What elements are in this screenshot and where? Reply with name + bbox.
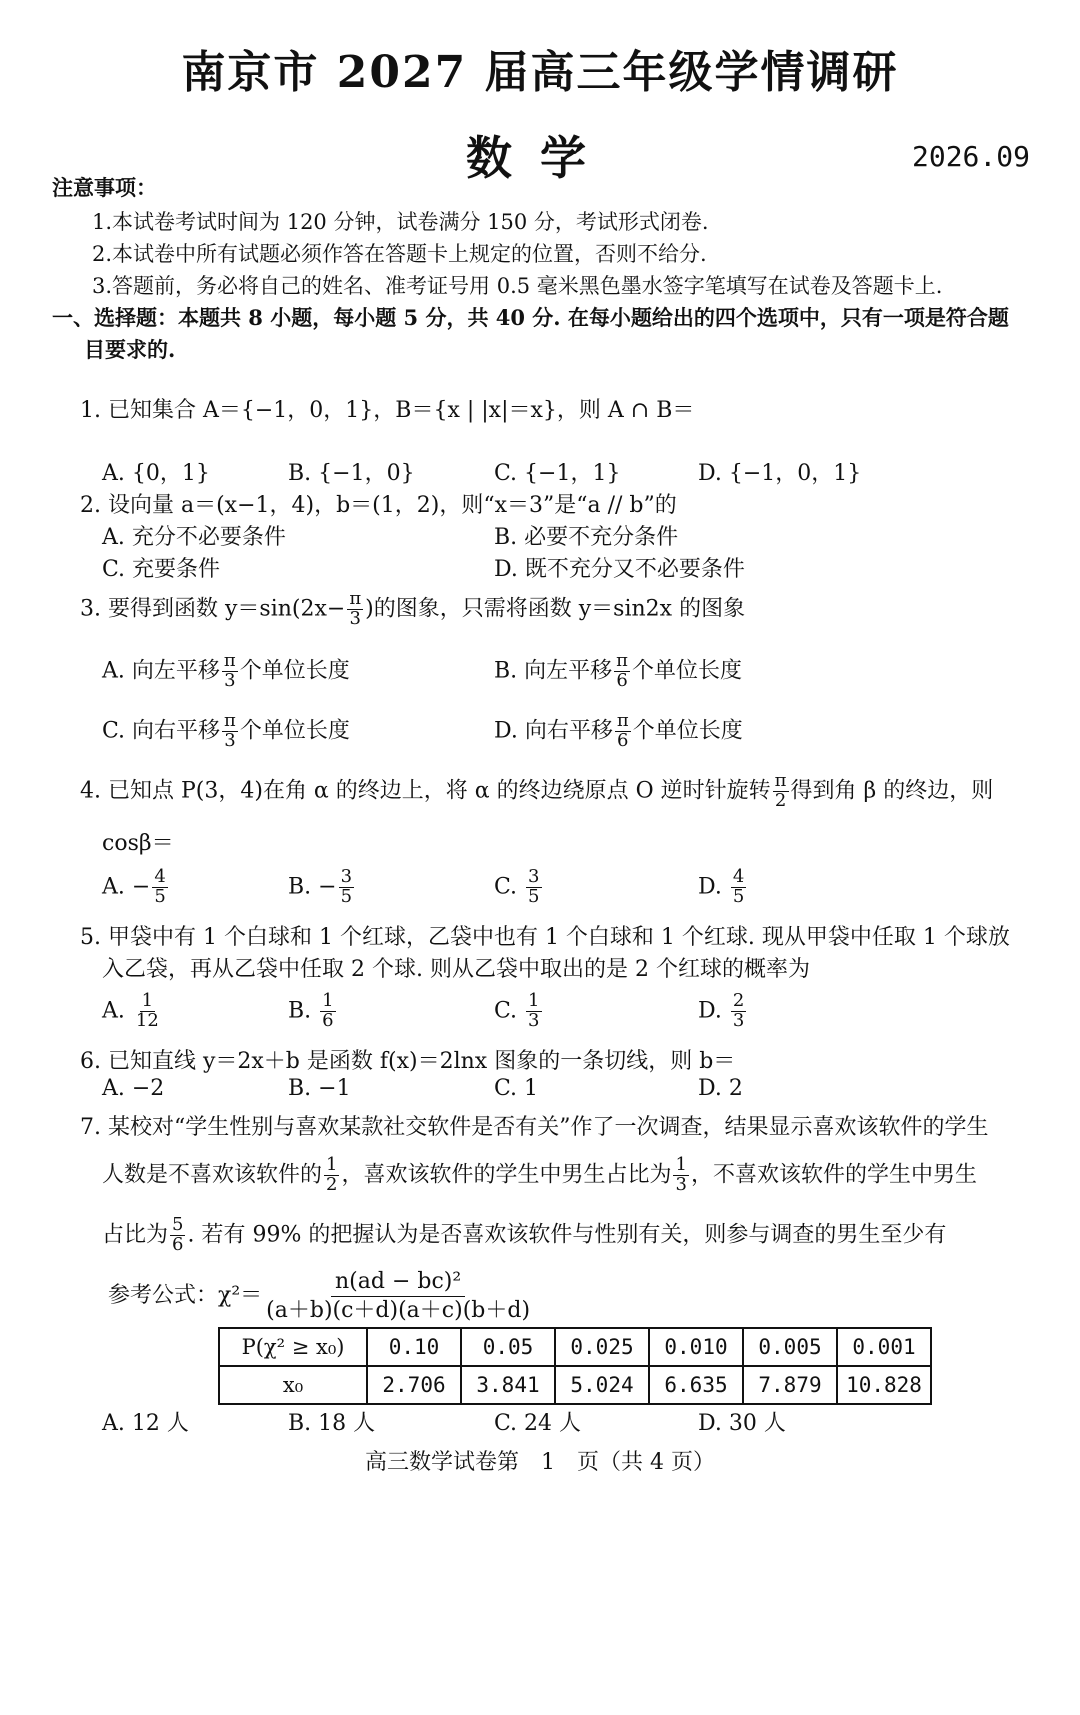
fraction-numerator: 4	[732, 866, 745, 887]
option-fraction	[339, 868, 354, 907]
fraction-denominator: 6	[322, 1009, 334, 1031]
q6-option-a: A. −2	[102, 1076, 165, 1101]
fraction-numerator: 1	[326, 1154, 338, 1175]
option-fraction	[222, 652, 238, 691]
q2-option-d: D. 既不充分又不必要条件	[494, 557, 745, 582]
q6-option-c: C. 1	[494, 1076, 539, 1101]
option-fraction	[222, 712, 238, 751]
fraction-numerator: π	[616, 710, 629, 731]
q3-option-d	[494, 712, 743, 751]
critical-value-table	[218, 1327, 932, 1405]
section-heading-cont: 目要求的.	[84, 337, 176, 362]
q7-fraction	[324, 1156, 339, 1195]
table-row	[219, 1328, 931, 1366]
q4-option-c	[494, 868, 544, 907]
option-text: D.	[698, 998, 729, 1024]
option-fraction	[615, 712, 631, 751]
fraction-denominator: 2	[326, 1173, 338, 1195]
fraction-numerator: 1	[141, 990, 154, 1011]
fraction-denominator: 5	[732, 885, 745, 907]
section-heading: 一、选择题：本题共 8 小题，每小题 5 分，共 40 分. 在每小题给出的四个选项中，只有一项是符合题	[52, 305, 1009, 330]
note-item: 3.答题前，务必将自己的姓名、准考证号用 0.5 毫米黑色墨水签字笔填写在试卷及答题卡上.	[92, 274, 943, 298]
fraction-numerator: 1	[675, 1154, 687, 1175]
option-text: B. 向左平移	[494, 658, 613, 684]
fraction-denominator: 12	[135, 1009, 159, 1031]
option-text: A. 向左平移	[102, 658, 220, 684]
option-text: C. 向右平移	[102, 718, 221, 744]
question-5-stem: 5. 甲袋中有 1 个白球和 1 个红球，乙袋中也有 1 个白球和 1 个红球. 现从甲袋中任取 1 个球放	[80, 925, 1010, 950]
table-cell: 2.706	[367, 1366, 461, 1404]
fraction-denominator: 6	[617, 729, 629, 751]
q4-stem-part: 4. 已知点 P(3，4)在角 α 的终边上，将 α 的终边绕原点 O 逆时针旋转	[80, 778, 771, 804]
q4-option-b	[288, 868, 356, 907]
q6-option-d: D. 2	[698, 1076, 743, 1101]
question-7-stem-line3	[102, 1216, 946, 1255]
formula-label: 参考公式：χ²＝	[108, 1283, 263, 1308]
option-text: A.	[102, 998, 132, 1024]
fraction-denominator: 6	[616, 669, 628, 691]
q7-text: ，不喜欢该软件的学生中男生	[690, 1162, 977, 1188]
fraction-numerator: π	[224, 710, 236, 731]
q3-option-b	[494, 652, 742, 691]
formula-numerator: n(ad − bc)²	[331, 1268, 465, 1297]
fraction-numerator: π	[774, 770, 787, 791]
option-text: B.	[288, 998, 319, 1024]
reference-formula	[108, 1268, 530, 1324]
table-cell: 0.025	[555, 1328, 649, 1366]
question-7-stem: 7. 某校对“学生性别与喜欢某款社交软件是否有关”作了一次调查，结果显示喜欢该软件的学生	[80, 1115, 989, 1140]
fraction-denominator: 3	[349, 607, 361, 629]
q5-option-b	[288, 992, 338, 1031]
table-cell: 0.05	[461, 1328, 555, 1366]
fraction-numerator: π	[223, 650, 236, 671]
note-item: 2.本试卷中所有试题必须作答在答题卡上规定的位置，否则不给分.	[92, 242, 707, 266]
question-1-stem: 1. 已知集合 A＝{−1，0，1}，B＝{x | |x|＝x}，则 A ∩ B＝	[80, 398, 695, 423]
q6-option-b: B. −1	[288, 1076, 351, 1101]
fraction-denominator: 3	[732, 1009, 745, 1031]
fraction-numerator: 5	[172, 1214, 184, 1235]
q2-option-a: A. 充分不必要条件	[102, 525, 286, 550]
q2-option-c: C. 充要条件	[102, 557, 221, 582]
option-fraction	[614, 652, 630, 691]
table-row	[219, 1366, 931, 1404]
q5-option-a	[102, 992, 163, 1031]
q7-fraction	[673, 1156, 688, 1195]
fraction-numerator: π	[616, 650, 628, 671]
table-cell: 0.010	[649, 1328, 743, 1366]
option-fraction	[731, 868, 746, 907]
fraction-denominator: 3	[224, 669, 236, 691]
fraction-denominator: 3	[675, 1173, 687, 1195]
option-text: D. 向右平移	[494, 718, 613, 744]
option-text: 个单位长度	[632, 718, 743, 744]
q1-option-c: C. {−1，1}	[494, 461, 621, 486]
exam-title: 南京市 2027 届高三年级学情调研	[181, 47, 899, 98]
subject-title: 数学	[466, 131, 614, 185]
q7-text: 占比为	[102, 1222, 169, 1248]
fraction-numerator: 1	[322, 990, 334, 1011]
q4-option-d	[698, 868, 748, 907]
option-fraction	[134, 992, 161, 1031]
table-cell: 7.879	[743, 1366, 837, 1404]
table-cell: 6.635	[649, 1366, 743, 1404]
option-fraction	[526, 992, 541, 1031]
table-cell: 3.841	[461, 1366, 555, 1404]
fraction-numerator: 2	[732, 990, 745, 1011]
fraction-denominator: 2	[774, 789, 787, 811]
option-text: A. −	[102, 874, 151, 900]
option-text: C.	[494, 874, 525, 900]
note-item: 1.本试卷考试时间为 120 分钟，试卷满分 150 分，考试形式闭卷.	[92, 210, 709, 234]
option-fraction	[731, 992, 746, 1031]
q7-option-b: B. 18 人	[288, 1411, 376, 1436]
table-cell: 0.005	[743, 1328, 837, 1366]
fraction-numerator: π	[349, 588, 362, 609]
fraction-denominator: 5	[528, 885, 540, 907]
q1-option-d: D. {−1，0，1}	[698, 461, 862, 486]
q7-option-c: C. 24 人	[494, 1411, 582, 1436]
q5-option-d	[698, 992, 748, 1031]
fraction-denominator: 5	[340, 885, 353, 907]
exam-date: 2026.09	[911, 140, 1030, 173]
table-header-cell: P(χ² ≥ x₀)	[219, 1328, 367, 1366]
q7-text: . 若有 99% 的把握认为是否喜欢该软件与性别有关，则参与调查的男生至少有	[187, 1222, 947, 1248]
q7-text: 人数是不喜欢该软件的	[102, 1162, 323, 1188]
question-4-stem	[80, 772, 993, 811]
q3-stem-part: )的图象，只需将函数 y＝sin2x 的图象	[365, 596, 746, 622]
q1-option-a: A. {0，1}	[102, 461, 210, 486]
q4-stem-line2: cosβ＝	[102, 831, 174, 856]
fraction-denominator: 6	[172, 1233, 184, 1255]
table-cell: 0.10	[367, 1328, 461, 1366]
question-5-stem-line2: 入乙袋，再从乙袋中任取 2 个球. 则从乙袋中取出的是 2 个红球的概率为	[102, 957, 810, 982]
option-fraction	[526, 868, 541, 907]
fraction-denominator: 3	[224, 729, 236, 751]
option-text: 个单位长度	[239, 718, 350, 744]
q7-option-a: A. 12 人	[102, 1411, 189, 1436]
option-text: C.	[494, 998, 525, 1024]
question-7-stem-line2	[102, 1156, 977, 1195]
question-3-stem	[80, 590, 745, 629]
fraction-numerator: 3	[340, 866, 353, 887]
fraction-denominator: 3	[528, 1009, 540, 1031]
q4-stem-part: 得到角 β 的终边，则	[790, 778, 994, 804]
q5-option-c	[494, 992, 544, 1031]
option-text: 个单位长度	[632, 658, 743, 684]
table-cell: 10.828	[837, 1366, 931, 1404]
option-fraction	[152, 868, 167, 907]
table-cell: 0.001	[837, 1328, 931, 1366]
formula-denominator: (a＋b)(c＋d)(a＋c)(b＋d)	[266, 1297, 531, 1323]
fraction-numerator: 3	[528, 866, 540, 887]
q7-text: ，喜欢该软件的学生中男生占比为	[341, 1162, 672, 1188]
q4-stem-fraction	[773, 772, 789, 811]
fraction-numerator: 4	[154, 866, 166, 887]
q2-option-b: B. 必要不充分条件	[494, 525, 679, 550]
table-header-cell: x₀	[219, 1366, 367, 1404]
q3-option-a	[102, 652, 350, 691]
q4-option-a	[102, 868, 170, 907]
q3-option-c	[102, 712, 350, 751]
notes-heading: 注意事项：	[52, 175, 157, 200]
question-6-stem: 6. 已知直线 y＝2x＋b 是函数 f(x)＝2lnx 图象的一条切线，则 b＝	[80, 1049, 736, 1074]
q7-option-d: D. 30 人	[698, 1411, 786, 1436]
table-cell: 5.024	[555, 1366, 649, 1404]
option-text: D.	[698, 874, 729, 900]
option-text: 个单位长度	[239, 658, 350, 684]
chi-square-fraction	[266, 1268, 530, 1324]
fraction-numerator: 1	[528, 990, 540, 1011]
option-fraction	[320, 992, 335, 1031]
q3-stem-part: 3. 要得到函数 y＝sin(2x−	[80, 596, 346, 622]
q3-stem-fraction	[347, 590, 363, 629]
q7-fraction	[170, 1216, 185, 1255]
question-2-stem: 2. 设向量 a＝(x−1，4)，b＝(1，2)，则“x＝3”是“a // b”的	[80, 493, 677, 518]
q1-option-b: B. {−1，0}	[288, 461, 415, 486]
option-text: B. −	[288, 874, 337, 900]
page-footer: 高三数学试卷第 1 页（共 4 页）	[365, 1450, 715, 1475]
fraction-denominator: 5	[154, 885, 166, 907]
